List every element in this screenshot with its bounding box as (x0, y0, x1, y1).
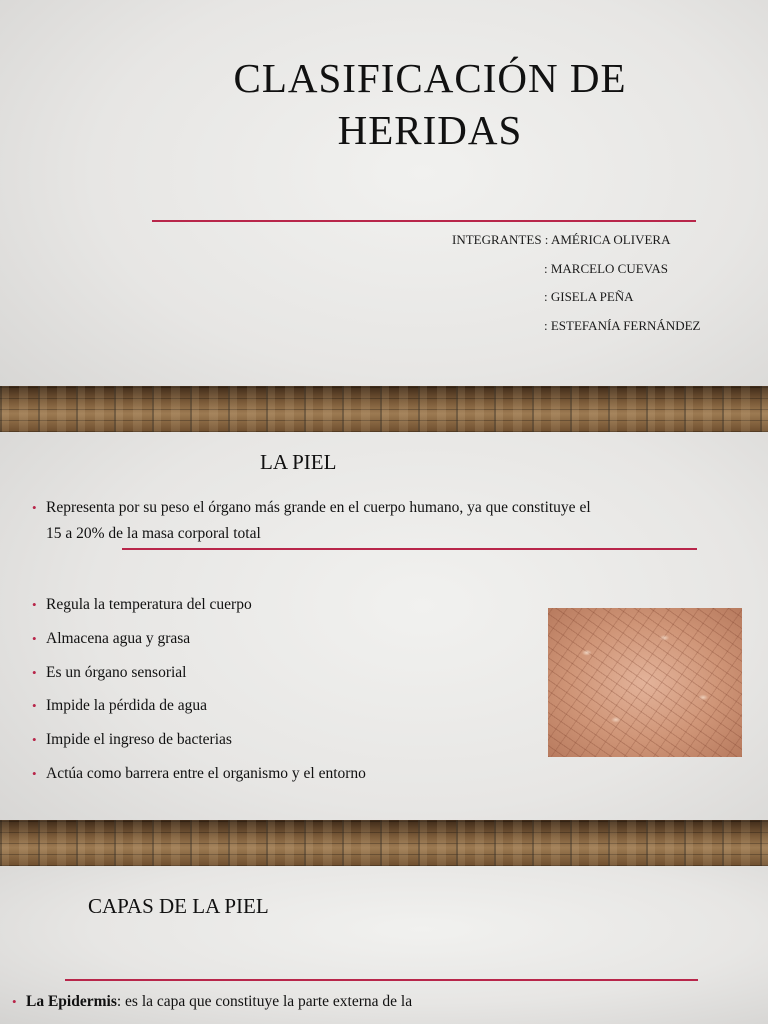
members-list (452, 226, 700, 340)
title-slide (0, 0, 768, 432)
title-line-2: HERIDAS (337, 107, 523, 153)
members-label: INTEGRANTES : AMÉRICA OLIVERA (452, 232, 671, 247)
list-item: • Almacena agua y grasa (32, 622, 532, 656)
epidermis-definition: : es la capa que constituye la parte externa de la (116, 993, 413, 1010)
list-item (12, 990, 612, 1014)
member-name: : GISELA PEÑA (544, 289, 634, 304)
member-name: : ESTEFANÍA FERNÁNDEZ (544, 317, 701, 333)
intro-list (32, 495, 722, 547)
title-divider (152, 220, 696, 222)
wood-floor (0, 820, 768, 866)
functions-list (32, 588, 532, 791)
list-item: • Actúa como barrera entre el organismo y el entorno (32, 757, 532, 791)
presentation-title (150, 52, 710, 156)
list-item: • Es un órgano sensorial (32, 656, 532, 690)
wood-floor (0, 386, 768, 432)
section-heading: LA PIEL (260, 450, 337, 474)
layers-slide (0, 866, 768, 1024)
epidermis-term: La Epidermis (26, 993, 117, 1010)
title-line-1: CLASIFICACIÓN DE (233, 55, 627, 101)
intro-line-2: 15 a 20% de la masa corporal total (46, 525, 261, 542)
section-divider (122, 548, 697, 550)
list-item: • Regula la temperatura del cuerpo (32, 588, 532, 622)
skin-slide (0, 432, 768, 866)
skin-texture-image (548, 608, 742, 757)
section-heading: CAPAS DE LA PIEL (88, 894, 269, 918)
layers-list (12, 990, 612, 1014)
intro-line-1: Representa por su peso el órgano más grande en el cuerpo humano, ya que constituye el (46, 499, 591, 516)
section-divider (65, 979, 698, 981)
member-name: : MARCELO CUEVAS (544, 260, 669, 276)
list-item: • Impide la pérdida de agua (32, 689, 532, 723)
list-item: • Impide el ingreso de bacterias (32, 723, 532, 757)
intro-item (32, 495, 722, 547)
